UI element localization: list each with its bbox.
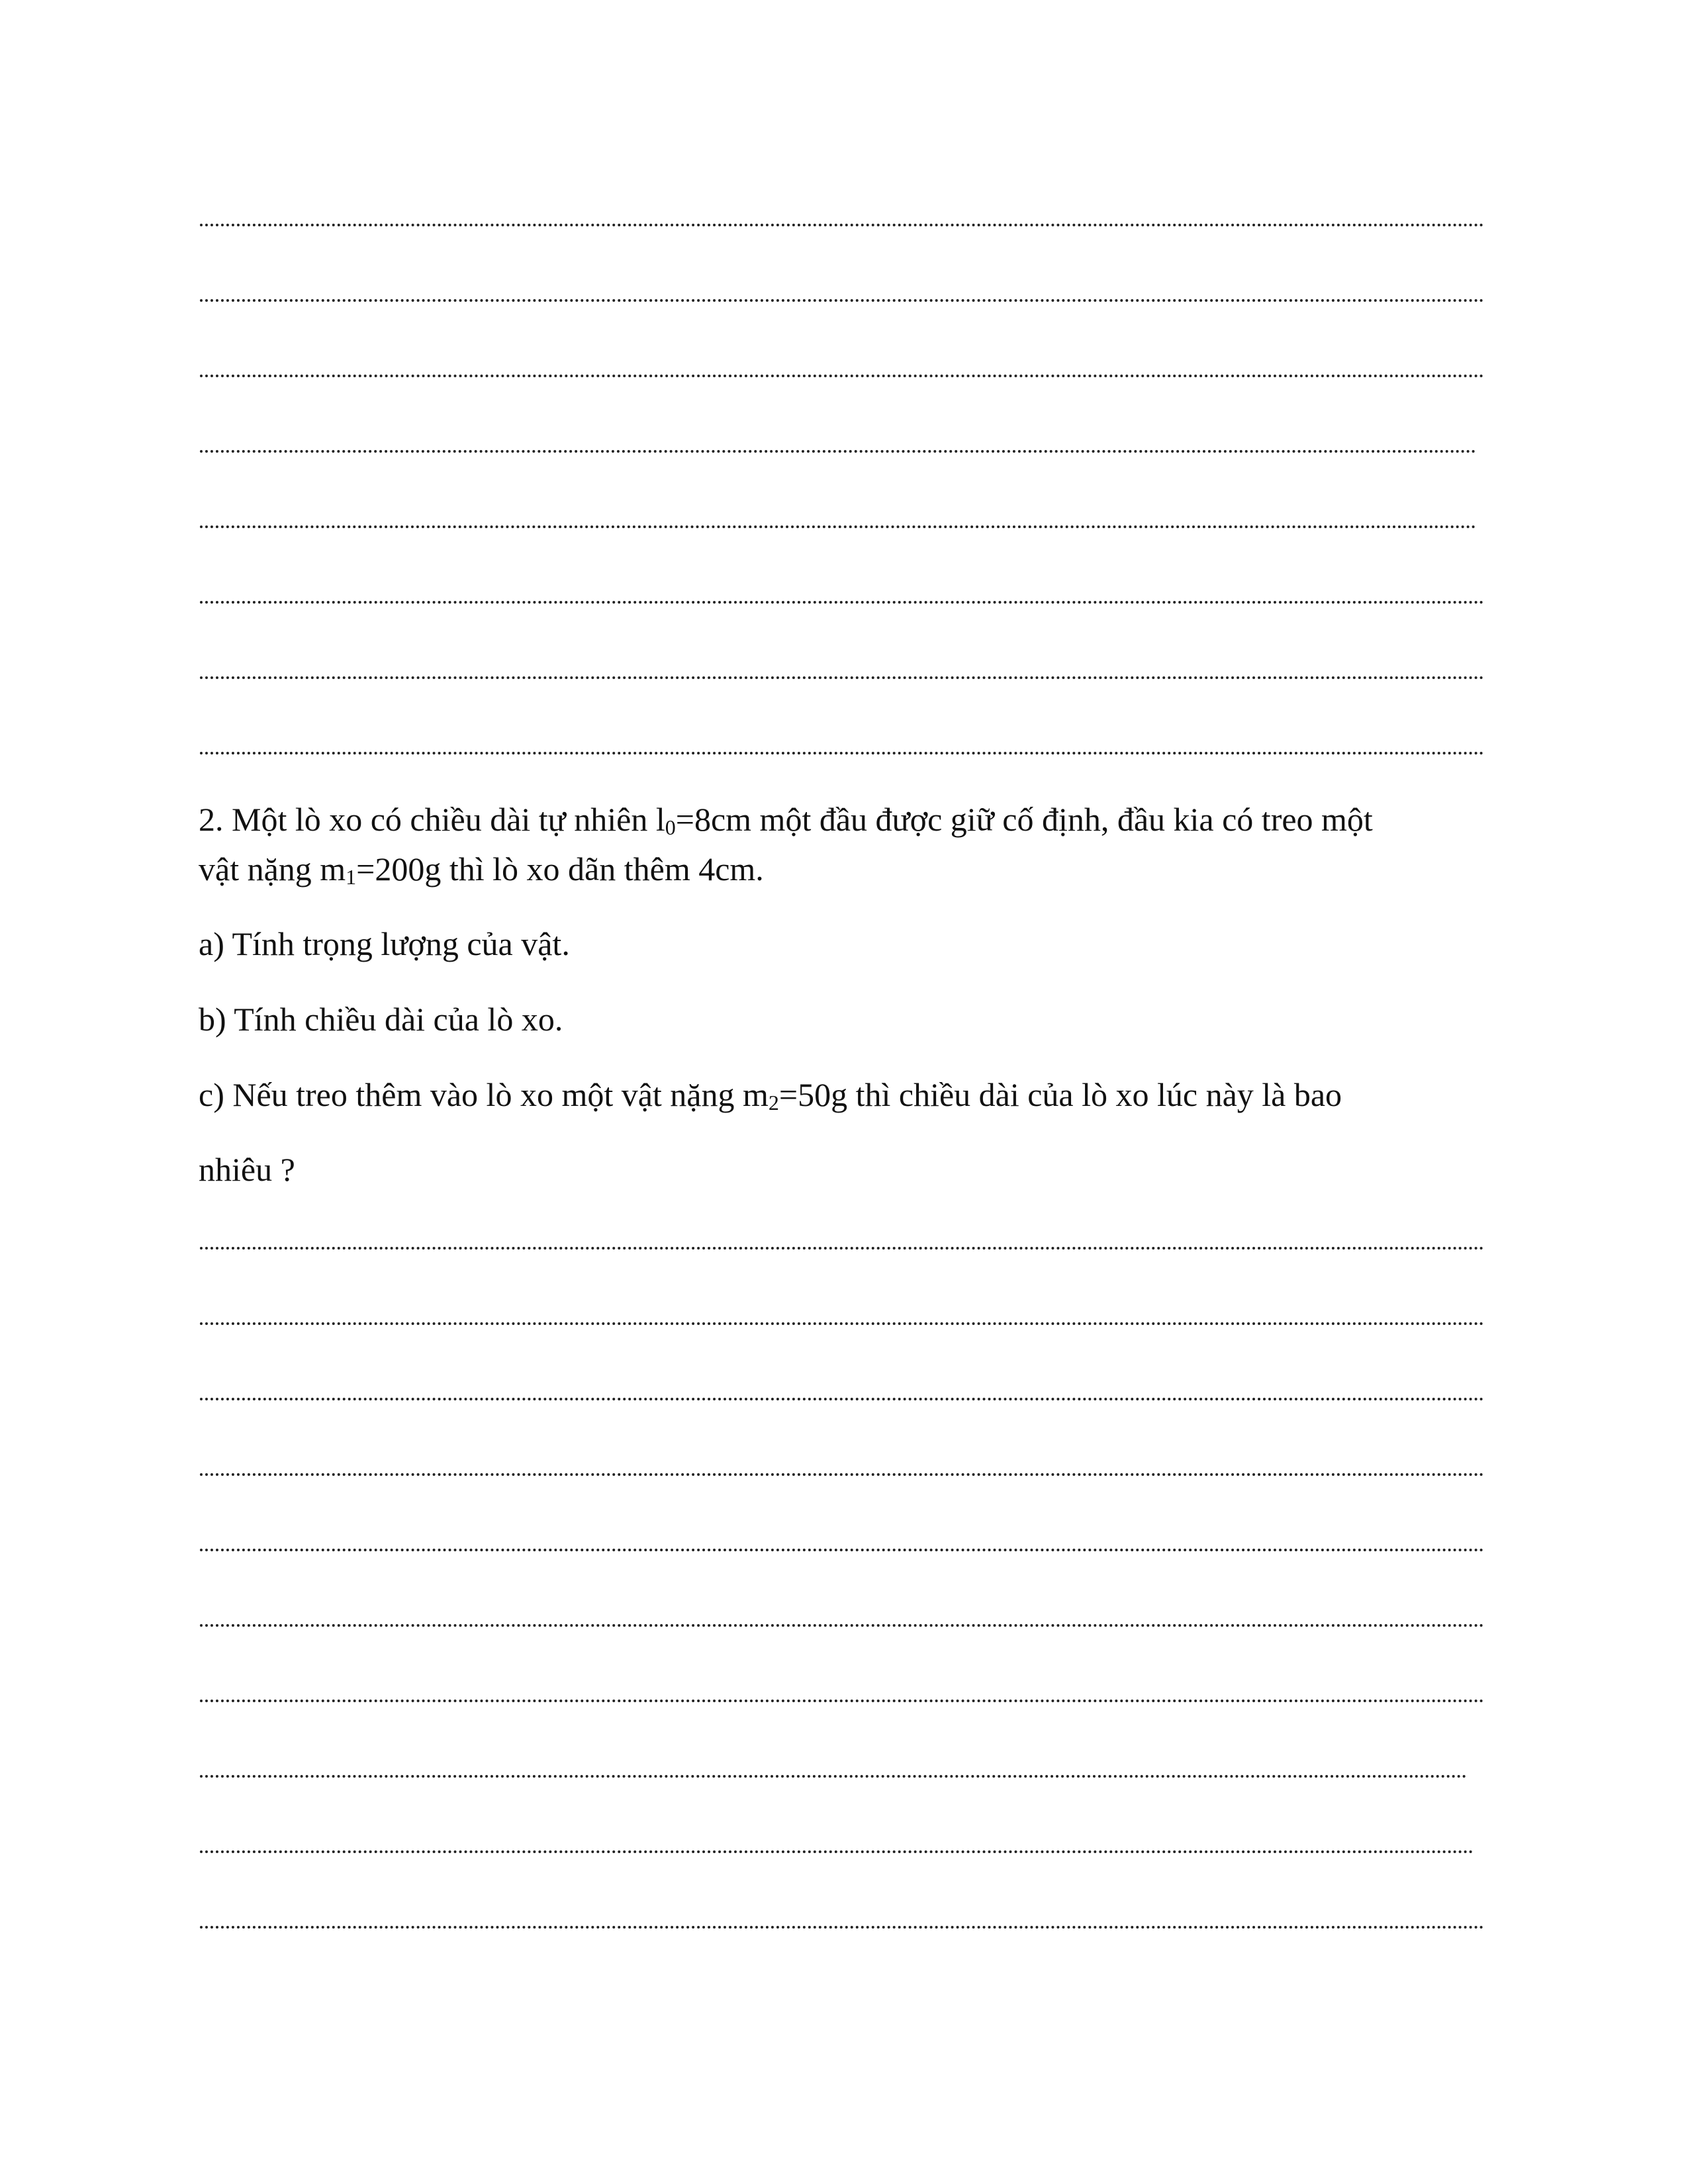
answer-line <box>200 1549 1484 1551</box>
answer-line <box>200 299 1484 302</box>
answer-line <box>200 1775 1467 1778</box>
answer-line <box>200 375 1484 377</box>
answer-line <box>200 752 1484 754</box>
question-line-2: vật nặng $m_1=200g$ thì lò xo dãn thêm 4cm. <box>199 850 764 889</box>
part-c-line-1: c) Nếu treo thêm vào lò xo một vật nặng $m_2=50g$ thì chiều dài của lò xo lúc này là bao <box>199 1076 1342 1115</box>
answer-line <box>200 525 1476 528</box>
answer-line <box>200 1850 1474 1853</box>
answer-line <box>200 1398 1484 1400</box>
answer-line <box>200 1624 1484 1627</box>
answer-line <box>200 601 1484 604</box>
answer-line <box>200 676 1484 679</box>
answer-line <box>200 1322 1484 1325</box>
answer-line <box>200 1473 1484 1476</box>
part-b: b) Tính chiều dài của lò xo. <box>199 1001 563 1038</box>
question-line-1: 2. Một lò xo có chiều dài tự nhiên $l_0=8cm$ một đầu được giữ cố định, đầu kia có treo một <box>199 801 1373 839</box>
answer-line <box>200 1700 1484 1702</box>
part-c-line-2: nhiêu ? <box>199 1151 295 1188</box>
answer-line <box>200 224 1484 226</box>
part-a: a) Tính trọng lượng của vật. <box>199 925 570 962</box>
answer-line <box>200 450 1476 453</box>
answer-line <box>200 1926 1484 1929</box>
answer-line <box>200 1247 1484 1250</box>
